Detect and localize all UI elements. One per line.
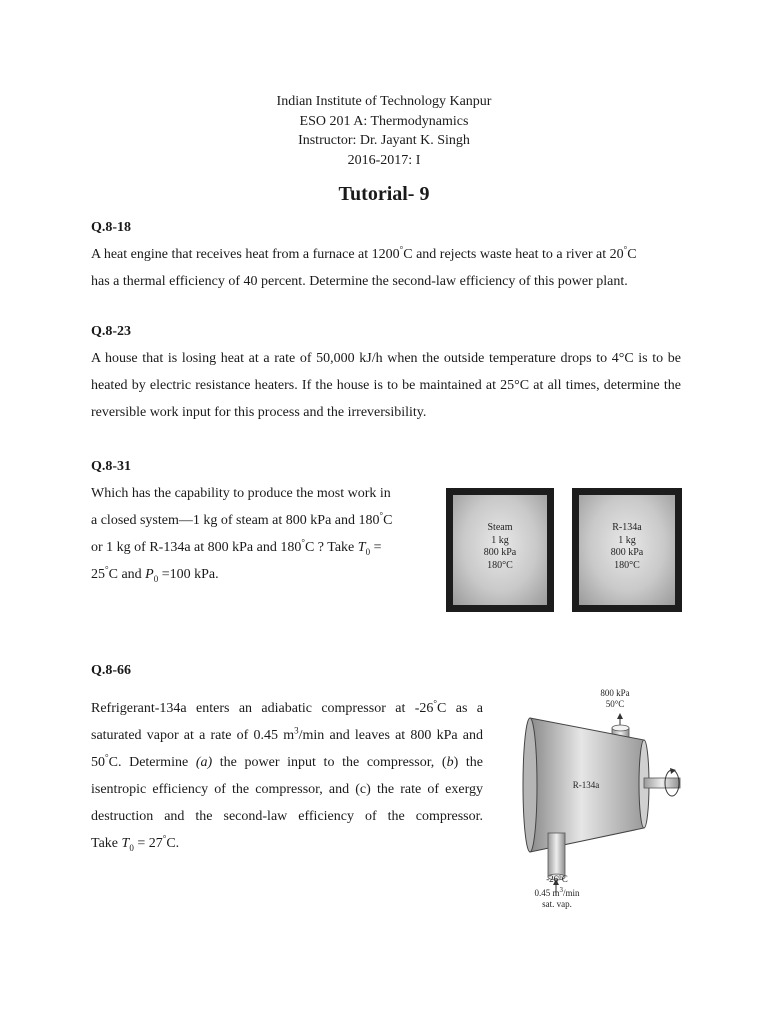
question-label-8-18: Q.8-18 [91, 220, 132, 235]
steam-tank [446, 488, 554, 612]
q1-text-part: C and rejects waste heat to a river at 20 [403, 247, 624, 262]
fluid-label: R-134a [572, 780, 600, 790]
q3-text-part: =100 kPa. [158, 567, 219, 582]
tank-label-line: 800 kPa [483, 547, 517, 558]
q3-subscript: 0 [365, 546, 371, 557]
q3-subscript: 0 [153, 573, 159, 584]
q4-text-part: C. Determine [108, 755, 196, 770]
inlet-temperature: -26°C [546, 874, 568, 884]
inlet-pipe [548, 833, 565, 877]
academic-term: 2016-2017: I [347, 152, 421, 168]
tank-label-line: 1 kg [491, 534, 509, 546]
q4-subscript: 0 [129, 842, 134, 853]
outlet-pressure: 800 kPa [600, 688, 630, 698]
question-text-8-31 [91, 480, 421, 588]
q4-text-part: the power input to the compressor, ( [212, 755, 447, 770]
q3-text-part: = [370, 540, 382, 555]
q3-text-part: a closed system—1 kg of steam at 800 kPa and 180 [91, 513, 380, 528]
q4-text-part: saturated vapor at a rate of 0.45 m [91, 728, 295, 743]
question-text-8-18 [91, 241, 691, 295]
q3-symbol: P [145, 567, 154, 582]
degree-mark: ° [623, 244, 628, 255]
q4-line: destruction and the second-law efficiency of the compressor. [91, 809, 483, 824]
question-label-8-66: Q.8-66 [91, 663, 132, 678]
q4-italic: (a) [195, 755, 213, 770]
degree-mark: ° [379, 510, 384, 521]
degree-mark: ° [301, 537, 305, 548]
tank-label-line: 1 kg [618, 534, 636, 546]
q3-text-part: C and [108, 567, 146, 582]
document-header [0, 92, 768, 170]
inlet-rate-part: 0.45 m [534, 888, 560, 898]
tank-label-line: R-134a [612, 522, 642, 533]
outlet-arrowhead [617, 713, 623, 719]
inlet-rate-part: /min [563, 888, 580, 898]
inlet-label [522, 874, 592, 910]
q4-italic: b [446, 755, 454, 770]
course-name: ESO 201 A: Thermodynamics [299, 113, 469, 129]
tank-label-line: 180°C [487, 559, 513, 571]
q3-text-part: or 1 kg of R-134a at 800 kPa and 180 [91, 540, 302, 555]
q1-text-part: C [627, 247, 637, 262]
tank-label-line: Steam [487, 522, 513, 533]
outlet-temperature: 50°C [605, 699, 625, 709]
compressor-figure [520, 688, 700, 916]
outlet-pipe-end [612, 725, 629, 731]
q4-symbol: T [121, 836, 130, 851]
tanks-figure [446, 488, 686, 614]
question-label-8-23: Q.8-23 [91, 324, 132, 339]
q3-text-part: 25 [91, 567, 105, 582]
q4-text-part: = 27 [133, 836, 163, 851]
degree-mark: ° [105, 564, 109, 575]
q3-symbol: T [357, 540, 366, 555]
tank-label-line: 180°C [614, 559, 640, 571]
steam-tank-label [446, 522, 554, 572]
question-text-8-23: A house that is losing heat at a rate of 50,000 kJ/h when the outside temperature drops to 4°C is to be heated by electric resistance heaters. If the house is to be maintained at 25°C at all times, determine the reversible work input for this process and the irreversibility. [91, 351, 681, 420]
inlet-state: sat. vap. [542, 899, 572, 909]
q3-line: Which has the capability to produce the most work in [91, 486, 391, 501]
q3-text-part: C ? Take [304, 540, 358, 555]
r134a-tank [572, 488, 682, 612]
q4-text-part: 50 [91, 755, 105, 770]
degree-mark: ° [105, 752, 109, 763]
q1-text-line2: has a thermal efficiency of 40 percent. Determine the second-law efficiency of this power plant. [91, 274, 628, 289]
institute-name: Indian Institute of Technology Kanpur [276, 94, 492, 109]
degree-mark: ° [433, 698, 438, 709]
q4-text-part: C as a [437, 701, 483, 716]
q4-text-part: ) the [453, 755, 484, 770]
tank-label-line: 800 kPa [610, 547, 644, 558]
q4-text-part: Refrigerant-134a enters an adiabatic compressor at -26 [91, 701, 434, 716]
question-text-8-66 [91, 695, 483, 857]
q4-text-part: Take [91, 836, 122, 851]
q4-text-part: C. [166, 836, 180, 851]
inlet-rate-superscript: 3 [559, 886, 563, 894]
degree-mark: ° [162, 833, 167, 844]
shaft [644, 778, 680, 788]
instructor-name: Instructor: Dr. Jayant K. Singh [298, 133, 470, 148]
q4-line: isentropic efficiency of the compressor, and (c) the rate of exergy [91, 782, 483, 797]
q4-text-part: /min and leaves at 800 kPa and [298, 728, 483, 743]
q4-superscript: 3 [294, 725, 299, 736]
page-title: Tutorial- 9 [338, 183, 430, 205]
q3-text-part: C [383, 513, 393, 528]
compressor-front-face [523, 718, 537, 852]
question-label-8-31: Q.8-31 [91, 459, 132, 474]
r134a-tank-label [572, 522, 682, 572]
degree-mark: ° [399, 244, 404, 255]
q1-text-part: A heat engine that receives heat from a furnace at 1200 [91, 247, 400, 262]
